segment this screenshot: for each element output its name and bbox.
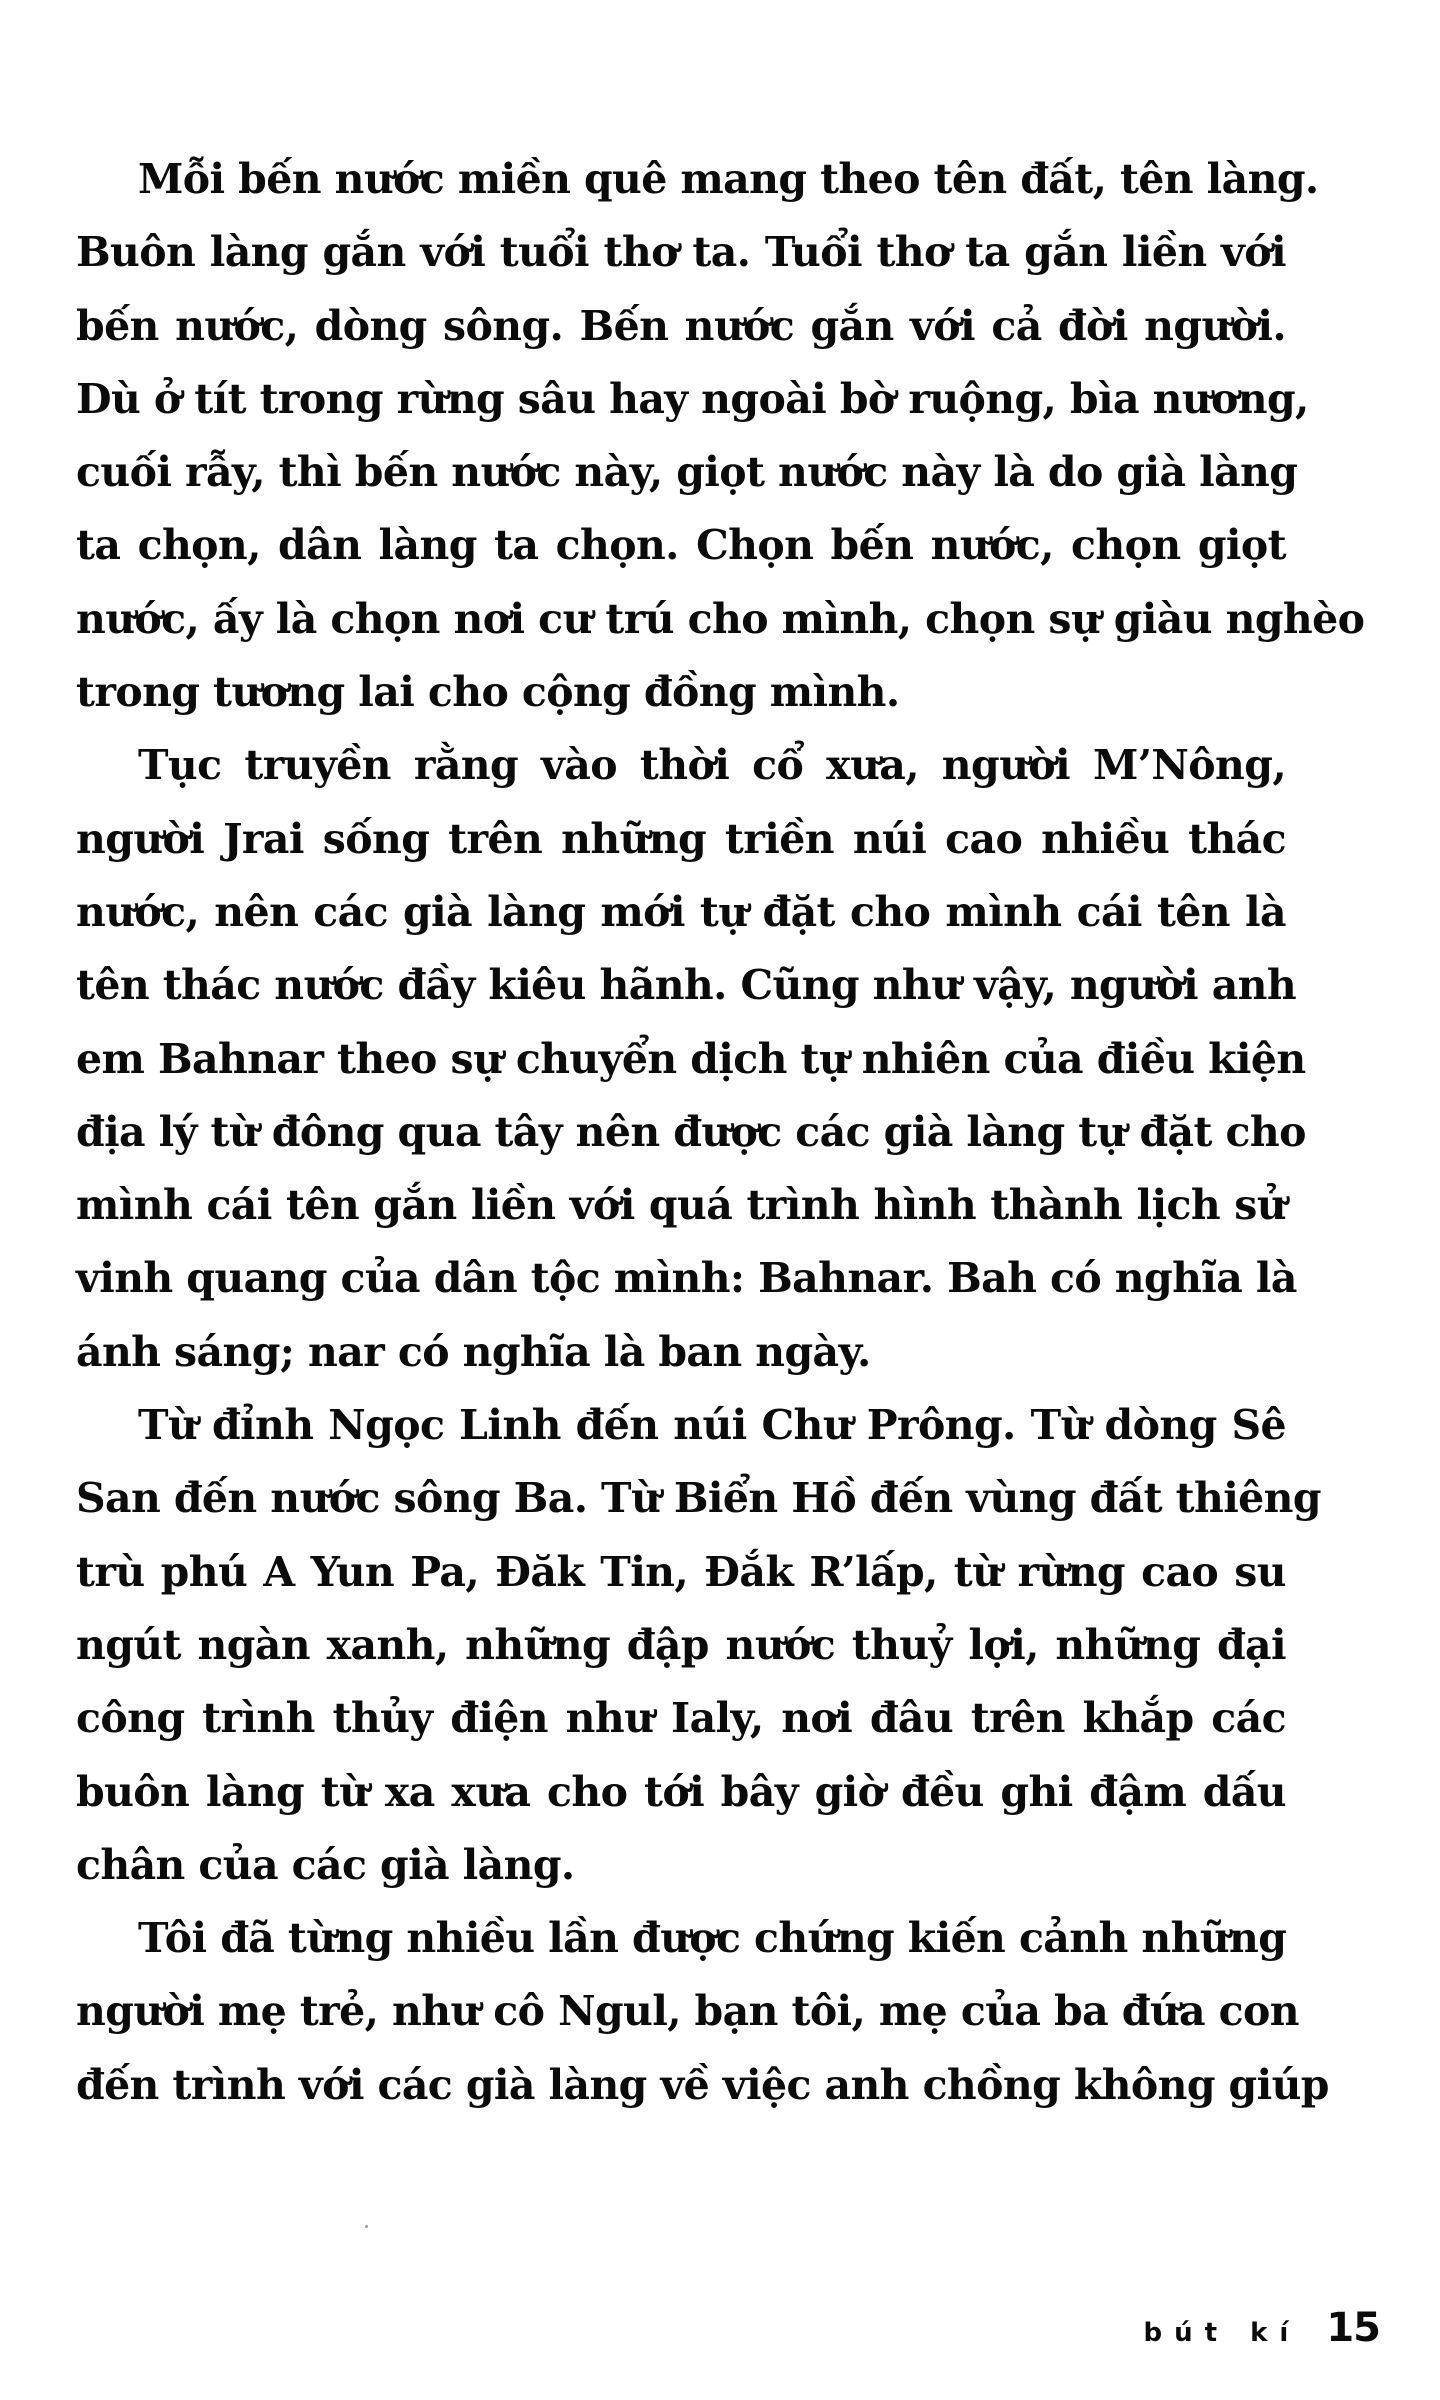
text-line: ngút ngàn xanh, những đập nước thuỷ lợi, những đại: [76, 1620, 1286, 1669]
text-line: cuối rẫy, thì bến nước này, giọt nước này là do già làng: [76, 448, 1298, 497]
paragraph-4: [76, 1902, 1329, 2122]
text-line: Từ đỉnh Ngọc Linh đến núi Chư Prông. Từ dòng Sê: [138, 1401, 1286, 1450]
text-line: bến nước, dòng sông. Bến nước gắn với cả đời người.: [76, 301, 1286, 350]
text-line: ta chọn, dân làng ta chọn. Chọn bến nước, chọn giọt: [76, 521, 1286, 570]
text-line: ánh sáng; nar có nghĩa là ban ngày.: [76, 1327, 871, 1376]
text-line: người Jrai sống trên những triền núi cao nhiều thác: [76, 814, 1286, 863]
text-line: Dù ở tít trong rừng sâu hay ngoài bờ ruộng, bìa nương,: [76, 374, 1309, 423]
text-line: địa lý từ đông qua tây nên được các già làng tự đặt cho: [76, 1107, 1306, 1156]
text-line: mình cái tên gắn liền với quá trình hình thành lịch sử: [76, 1181, 1286, 1230]
text-line: người mẹ trẻ, như cô Ngul, bạn tôi, mẹ của ba đứa con: [76, 1987, 1299, 2036]
text-line: San đến nước sông Ba. Từ Biển Hồ đến vùng đất thiêng: [76, 1474, 1321, 1523]
text-line: buôn làng từ xa xưa cho tới bây giờ đều ghi đậm dấu: [76, 1767, 1286, 1816]
text-line: trong tương lai cho cộng đồng mình.: [76, 668, 900, 717]
text-line: chân của các già làng.: [76, 1840, 575, 1889]
text-line: em Bahnar theo sự chuyển dịch tự nhiên của điều kiện: [76, 1034, 1306, 1083]
paragraph-1: [76, 143, 1365, 729]
paragraph-2: [76, 729, 1306, 1389]
text-line: Tôi đã từng nhiều lần được chứng kiến cảnh những: [138, 1914, 1287, 1963]
text-line: nước, nên các già làng mới tự đặt cho mình cái tên là: [76, 887, 1286, 936]
page-number: 15: [1326, 2305, 1380, 2351]
page-footer: [1130, 2305, 1380, 2355]
text-line: nước, ấy là chọn nơi cư trú cho mình, chọn sự giàu nghèo: [76, 594, 1365, 643]
text-line: trù phú A Yun Pa, Đăk Tin, Đắk R’lấp, từ rừng cao su: [76, 1547, 1286, 1596]
text-line: vinh quang của dân tộc mình: Bahnar. Bah có nghĩa là: [76, 1254, 1297, 1303]
text-line: công trình thủy điện như Ialy, nơi đâu trên khắp các: [76, 1694, 1286, 1743]
body-text: [76, 143, 1365, 2122]
text-line: Buôn làng gắn với tuổi thơ ta. Tuổi thơ ta gắn liền với: [76, 228, 1286, 277]
text-line: đến trình với các già làng về việc anh chồng không giúp: [76, 2060, 1329, 2109]
text-line: Mỗi bến nước miền quê mang theo tên đất, tên làng.: [138, 155, 1319, 203]
text-line: Tục truyền rằng vào thời cổ xưa, người M’Nông,: [138, 741, 1286, 790]
paragraph-3: [76, 1389, 1321, 1902]
scan-speck: [365, 2225, 368, 2228]
running-head: bút kí: [1143, 2318, 1301, 2348]
text-line: tên thác nước đầy kiêu hãnh. Cũng như vậy, người anh: [76, 961, 1297, 1010]
